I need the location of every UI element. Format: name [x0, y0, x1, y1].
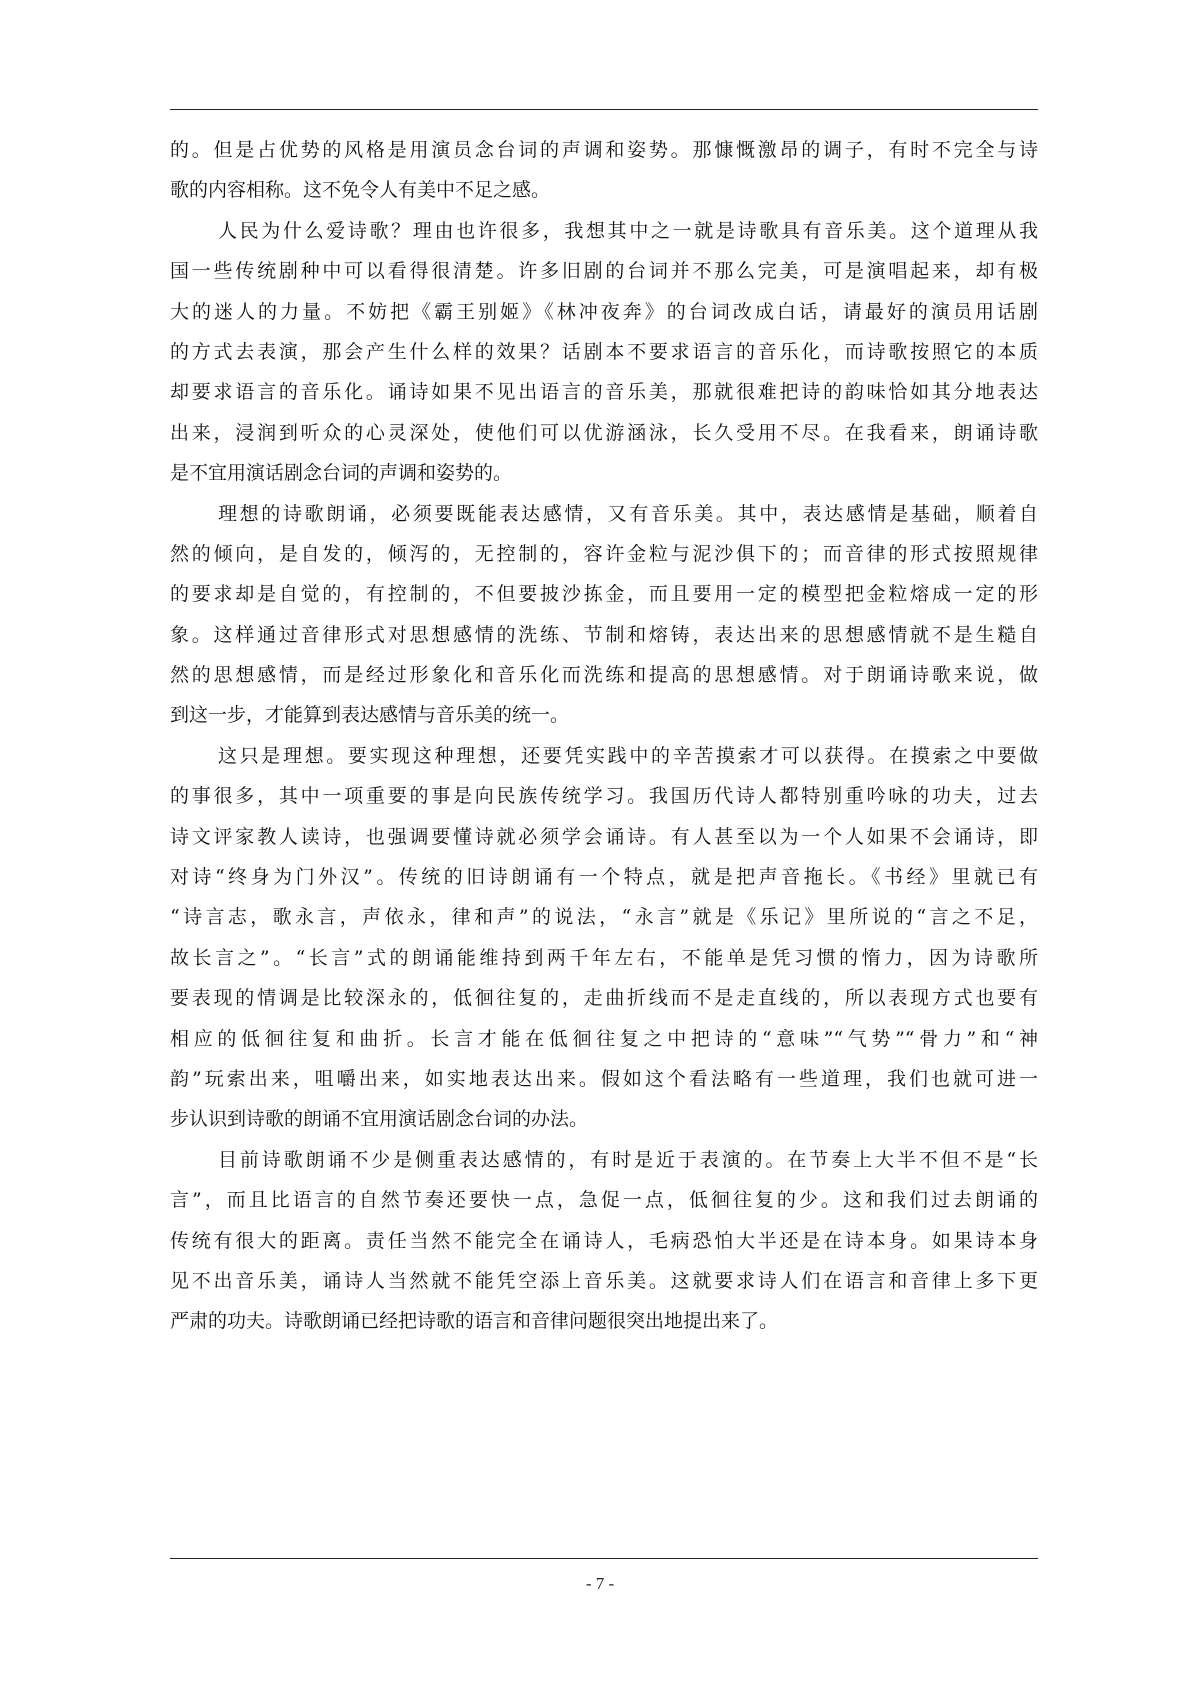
text-line: 韵”玩索出来，咀嚼出来，如实地表达出来。假如这个看法略有一些道理，我们也就可进一 — [170, 1067, 1038, 1090]
document-body — [170, 130, 1038, 1342]
text-line: 却要求语言的音乐化。诵诗如果不见出语言的音乐美，那就很难把诗的韵味恰如其分地表达 — [170, 381, 1038, 404]
paragraph-first-line: 理想的诗歌朗诵，必须要既能表达感情，又有音乐美。其中，表达感情是基础，顺着自 — [218, 502, 1038, 525]
page-number: - 7 - — [585, 1574, 615, 1593]
text-line: 歌的内容相称。这不免令人有美中不足之感。 — [170, 179, 551, 202]
text-line: 然的倾向，是自发的，倾泻的，无控制的，容许金粒与泥沙俱下的；而音律的形式按照规律 — [170, 542, 1038, 565]
paragraph-first-line: 目前诗歌朗诵不少是侧重表达感情的，有时是近于表演的。在节奏上大半不但不是“长 — [218, 1148, 1038, 1171]
text-line: 大的迷人的力量。不妨把《霸王别姬》《林冲夜奔》的台词改成白话，请最好的演员用话剧 — [170, 300, 1038, 323]
text-line: 国一些传统剧种中可以看得很清楚。许多旧剧的台词并不那么完美，可是演唱起来，却有极 — [170, 260, 1038, 283]
text-line: 的要求却是自觉的，有控制的，不但要披沙拣金，而且要用一定的模型把金粒熔成一定的形 — [170, 583, 1038, 606]
text-line: 象。这样通过音律形式对思想感情的洗练、节制和熔铸，表达出来的思想感情就不是生糙自 — [170, 623, 1038, 646]
text-line: 是不宜用演话剧念台词的声调和姿势的。 — [170, 462, 513, 485]
text-line: 言”，而且比语言的自然节奏还要快一点，急促一点，低徊往复的少。这和我们过去朗诵的 — [170, 1189, 1038, 1212]
text-line: 的事很多，其中一项重要的事是向民族传统学习。我国历代诗人都特别重吟咏的功夫，过去 — [170, 785, 1038, 808]
text-line: 传统有很大的距离。责任当然不能完全在诵诗人，毛病恐怕大半还是在诗本身。如果诗本身 — [170, 1229, 1038, 1252]
text-line: 严肃的功夫。诗歌朗诵已经把诗歌的语言和音律问题很突出地提出来了。 — [170, 1310, 779, 1333]
header-rule — [170, 109, 1038, 110]
paragraph-first-line: 人民为什么爱诗歌？理由也许很多，我想其中之一就是诗歌具有音乐美。这个道理从我 — [218, 219, 1038, 242]
text-line: 步认识到诗歌的朗诵不宜用演话剧念台词的办法。 — [170, 1108, 589, 1131]
text-line: 对诗“终身为门外汉”。传统的旧诗朗诵有一个特点，就是把声音拖长。《书经》里就已有 — [170, 866, 1038, 889]
footer-rule — [170, 1558, 1038, 1559]
text-line: 到这一步，才能算到表达感情与音乐美的统一。 — [170, 704, 570, 727]
text-line: “诗言志，歌永言，声依永，律和声”的说法，“永言”就是《乐记》里所说的“言之不足， — [170, 906, 1038, 929]
text-line: 的。但是占优势的风格是用演员念台词的声调和姿势。那慷慨激昂的调子，有时不完全与诗 — [170, 139, 1038, 161]
text-line: 相应的低徊往复和曲折。长言才能在低徊往复之中把诗的“意味”“气势”“骨力”和“神 — [170, 1027, 1038, 1050]
text-line: 故长言之”。“长言”式的朗诵能维持到两千年左右，不能单是凭习惯的惰力，因为诗歌所 — [170, 946, 1038, 969]
text-line: 的方式去表演，那会产生什么样的效果？话剧本不要求语言的音乐化，而诗歌按照它的本质 — [170, 340, 1038, 363]
text-line: 出来，浸润到听众的心灵深处，使他们可以优游涵泳，长久受用不尽。在我看来，朗诵诗歌 — [170, 421, 1038, 444]
text-line: 诗文评家教人读诗，也强调要懂诗就必须学会诵诗。有人甚至以为一个人如果不会诵诗，即 — [170, 825, 1038, 848]
text-line: 要表现的情调是比较深永的，低徊往复的，走曲折线而不是走直线的，所以表现方式也要有 — [170, 987, 1038, 1010]
paragraph-first-line: 这只是理想。要实现这种理想，还要凭实践中的辛苦摸索才可以获得。在摸索之中要做 — [218, 744, 1038, 767]
text-line: 见不出音乐美，诵诗人当然就不能凭空添上音乐美。这就要求诗人们在语言和音律上多下更 — [170, 1269, 1038, 1292]
text-line: 然的思想感情，而是经过形象化和音乐化而洗练和提高的思想感情。对于朗诵诗歌来说，做 — [170, 664, 1038, 687]
